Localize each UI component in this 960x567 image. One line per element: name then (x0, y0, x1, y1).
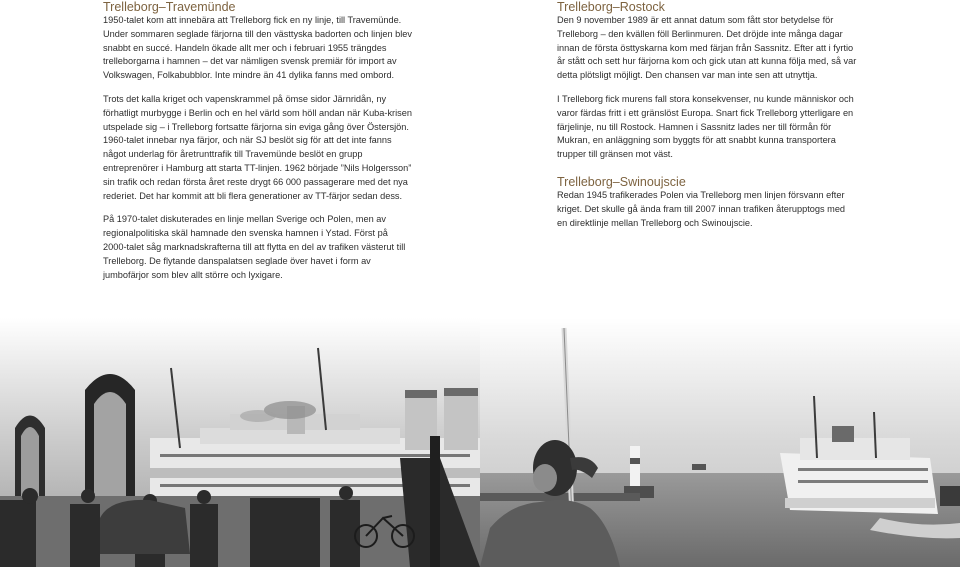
left-column (103, 0, 413, 282)
photo-harbour-crowd (0, 318, 480, 567)
right-column (557, 0, 857, 230)
paragraph-swinoujscie-1: Redan 1945 trafikerades Polen via Trelleborg men linjen försvann efter kriget. Det skulle gå ända fram till 2007 innan trafiken återupptogs med en direktlinje mellan Trelleborg och Swinoujscie. (557, 189, 846, 228)
photo-ferry-arrival-image (480, 318, 960, 567)
heading-travemunde: Trelleborg–Travemünde (103, 0, 236, 14)
paragraph-travemunde-2: Trots det kalla kriget och vapenskrammel på ömse sidor Järnridån, ny förhatligt murbygge i Berlin och en hel värld som höll andan när Kuba-krisen utspelade sig – i Trelleborg fortsatte färjorna sin eviga gång över Östersjön. 1960-talet innebar nya färjor, och när SJ beslöt sig för att det inte fanns något underlag för åretrunttrafik till Travemünde beslöt en grupp entreprenörer i Hamburg att starta TT-linjen. 1962 började ”Nils Holgersson” sin trafik och redan första året reste drygt 66 000 passagerare med det nya rederiet. Det har kommit att bli flera generationer av TT-färjor sedan dess. (103, 93, 412, 201)
paragraph-rostock-2: I Trelleborg fick murens fall stora konsekvenser, nu kunde människor och varor färdas fritt i ett gränslöst Europa. Snart fick Trelleborg ytterligare en färjelinje, nu till Rostock. Hamnen i Sassnitz lades ner till förmån för Mukran, en anläggning som byggts för att snabbt kunna transportera trupper till gränsen mot väst. (557, 93, 854, 160)
heading-rostock: Trelleborg–Rostock (557, 0, 665, 14)
photo-ferry-arrival (480, 318, 960, 567)
paragraph-rostock-1: Den 9 november 1989 är ett annat datum som fått stor betydelse för Trelleborg – den kvällen föll Berlinmuren. Det dröjde inte många dagar innan de första östtyskarna kom med färjan från Sassnitz. Efter att i fyrtio år stått och sett hur färjorna kom och gick utan att kunna följa med, så var detta plötsligt möjligt. Den chansen var man inte sen att utnyttja. (557, 15, 857, 81)
photo-harbour-crowd-image (0, 318, 480, 567)
paragraph-travemunde-3: På 1970-talet diskuterades en linje mellan Sverige och Polen, men av regionalpolitiska skäl hamnade den svenska hamnen i Ystad. Först på 2000-talet såg marknadskrafterna till att flytta en del av trafiken västerut till Trelleborg. De flytande danspalatsen seglade över havet i form av jumbofärjor som blev allt större och lyxigare. (103, 214, 406, 280)
heading-swinoujscie: Trelleborg–Swinoujscie (557, 174, 686, 189)
paragraph-travemunde-1: 1950-talet kom att innebära att Trelleborg fick en ny linje, till Travemünde. Under sommaren seglade färjorna till den västtyska badorten och linjen blev snabbt en succé. Handeln ökade allt mer och i februari 1955 trängdes trelleborgarna i hamnen – det var nämligen svensk premiär för import av Volkswagen, Folkabubblor. Inte mindre än 41 dylika fanns med ombord. (103, 15, 412, 81)
